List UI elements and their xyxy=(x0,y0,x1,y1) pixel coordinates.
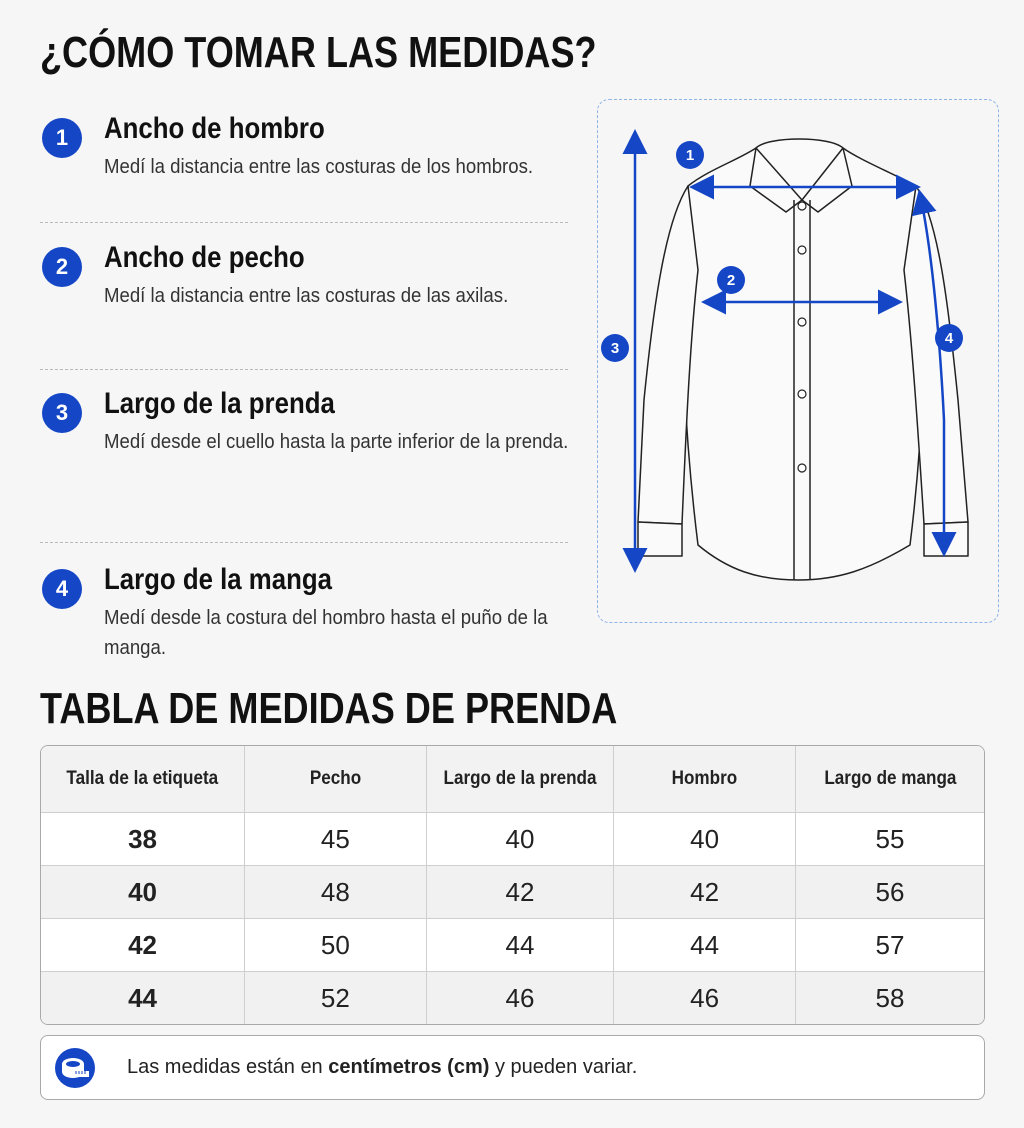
step-number-badge: 1 xyxy=(42,118,82,158)
header-shoulder: Hombro xyxy=(614,746,796,813)
table-row xyxy=(41,972,984,1025)
table-cell: 45 xyxy=(245,813,427,866)
step-chest-width xyxy=(40,223,570,369)
table-cell: 48 xyxy=(245,866,427,919)
header-sleeve-length: Largo de manga xyxy=(795,746,984,813)
step-description: Medí desde el cuello hasta la parte inferior de la prenda. xyxy=(104,431,569,453)
step-garment-length xyxy=(40,370,570,542)
marker-3-icon xyxy=(601,334,629,362)
step-title: Largo de la manga xyxy=(104,563,332,596)
svg-text:4: 4 xyxy=(944,330,954,347)
size-cell: 38 xyxy=(41,813,245,866)
table-cell: 44 xyxy=(426,919,614,972)
marker-1-icon xyxy=(676,141,704,169)
step-description: Medí la distancia entre las costuras de los hombros. xyxy=(104,156,534,178)
table-cell: 46 xyxy=(426,972,614,1025)
table-row xyxy=(41,919,984,972)
measuring-tape-icon xyxy=(55,1048,95,1088)
step-number-badge: 4 xyxy=(42,569,82,609)
table-row xyxy=(41,813,984,866)
marker-4-icon xyxy=(935,324,963,352)
svg-text:2: 2 xyxy=(726,272,736,289)
table-cell: 52 xyxy=(245,972,427,1025)
size-table xyxy=(40,745,985,1025)
table-cell: 42 xyxy=(426,866,614,919)
header-size: Talla de la etiqueta xyxy=(41,746,245,813)
units-note xyxy=(40,1035,985,1100)
header-chest: Pecho xyxy=(245,746,427,813)
header-garment-length: Largo de la prenda xyxy=(426,746,614,813)
step-number-badge: 2 xyxy=(42,247,82,287)
table-cell: 55 xyxy=(795,813,984,866)
size-cell: 44 xyxy=(41,972,245,1025)
table-header-row xyxy=(41,746,984,813)
table-cell: 42 xyxy=(614,866,796,919)
page-title: ¿CÓMO TOMAR LAS MEDIDAS? xyxy=(40,28,597,77)
table-cell: 58 xyxy=(795,972,984,1025)
table-row xyxy=(41,866,984,919)
step-title: Ancho de hombro xyxy=(104,112,325,145)
table-cell: 57 xyxy=(795,919,984,972)
table-cell: 56 xyxy=(795,866,984,919)
table-cell: 46 xyxy=(614,972,796,1025)
table-title: TABLA DE MEDIDAS DE PRENDA xyxy=(40,684,618,733)
marker-2-icon xyxy=(717,266,745,294)
step-title: Largo de la prenda xyxy=(104,387,335,420)
units-note-text: Las medidas están en centímetros (cm) y pueden variar. xyxy=(127,1056,638,1078)
table-cell: 40 xyxy=(426,813,614,866)
step-sleeve-length xyxy=(40,543,570,683)
shirt-illustration xyxy=(598,100,1000,624)
step-description: Medí la distancia entre las costuras de las axilas. xyxy=(104,285,509,307)
size-cell: 40 xyxy=(41,866,245,919)
measurement-steps xyxy=(40,112,570,683)
table-cell: 50 xyxy=(245,919,427,972)
shirt-diagram xyxy=(597,99,999,623)
svg-text:1: 1 xyxy=(685,147,695,164)
step-shoulder-width xyxy=(40,112,570,222)
size-cell: 42 xyxy=(41,919,245,972)
svg-text:3: 3 xyxy=(610,340,620,357)
table-cell: 44 xyxy=(614,919,796,972)
step-number-badge: 3 xyxy=(42,393,82,433)
table-cell: 40 xyxy=(614,813,796,866)
step-title: Ancho de pecho xyxy=(104,241,305,274)
step-description: Medí desde la costura del hombro hasta el puño de la manga. xyxy=(104,607,548,659)
